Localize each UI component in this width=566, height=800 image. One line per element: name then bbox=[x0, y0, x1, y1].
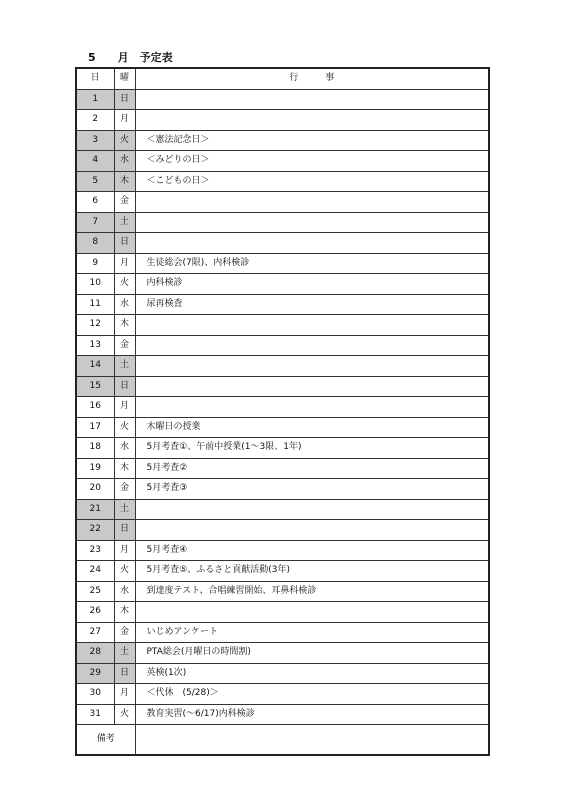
day-cell: 23 bbox=[76, 540, 114, 561]
event-cell: 尿再検査 bbox=[135, 294, 489, 315]
event-cell: 内科検診 bbox=[135, 274, 489, 295]
day-cell: 16 bbox=[76, 397, 114, 418]
notes-row bbox=[76, 725, 489, 756]
day-cell: 18 bbox=[76, 438, 114, 459]
weekday-cell: 火 bbox=[114, 561, 135, 582]
weekday-cell: 月 bbox=[114, 684, 135, 705]
day-cell: 21 bbox=[76, 499, 114, 520]
day-cell: 13 bbox=[76, 335, 114, 356]
weekday-cell: 土 bbox=[114, 356, 135, 377]
event-cell: 教育実習(～6/17)内科検診 bbox=[135, 704, 489, 725]
table-row bbox=[76, 376, 489, 397]
event-cell bbox=[135, 520, 489, 541]
day-cell: 7 bbox=[76, 212, 114, 233]
table-row bbox=[76, 458, 489, 479]
event-cell bbox=[135, 499, 489, 520]
event-cell bbox=[135, 315, 489, 336]
event-cell bbox=[135, 89, 489, 110]
table-row bbox=[76, 171, 489, 192]
table-row bbox=[76, 212, 489, 233]
header-events: 行 事 bbox=[135, 68, 489, 89]
weekday-cell: 木 bbox=[114, 315, 135, 336]
weekday-cell: 日 bbox=[114, 663, 135, 684]
day-cell: 20 bbox=[76, 479, 114, 500]
day-cell: 11 bbox=[76, 294, 114, 315]
header-row bbox=[76, 68, 489, 89]
event-cell: いじめアンケート bbox=[135, 622, 489, 643]
weekday-cell: 金 bbox=[114, 192, 135, 213]
event-cell: 5月考査② bbox=[135, 458, 489, 479]
table-row bbox=[76, 294, 489, 315]
weekday-cell: 火 bbox=[114, 417, 135, 438]
event-cell bbox=[135, 376, 489, 397]
weekday-cell: 木 bbox=[114, 171, 135, 192]
table-row bbox=[76, 110, 489, 131]
day-cell: 14 bbox=[76, 356, 114, 377]
table-row bbox=[76, 253, 489, 274]
table-row bbox=[76, 356, 489, 377]
day-cell: 4 bbox=[76, 151, 114, 172]
weekday-cell: 火 bbox=[114, 274, 135, 295]
notes-value bbox=[135, 725, 489, 756]
day-cell: 24 bbox=[76, 561, 114, 582]
day-cell: 5 bbox=[76, 171, 114, 192]
table-row bbox=[76, 335, 489, 356]
weekday-cell: 日 bbox=[114, 233, 135, 254]
page-title: 5 月 予定表 bbox=[88, 51, 173, 64]
weekday-cell: 木 bbox=[114, 458, 135, 479]
table-row bbox=[76, 438, 489, 459]
day-cell: 31 bbox=[76, 704, 114, 725]
day-cell: 8 bbox=[76, 233, 114, 254]
day-cell: 19 bbox=[76, 458, 114, 479]
day-cell: 30 bbox=[76, 684, 114, 705]
table-row bbox=[76, 479, 489, 500]
day-cell: 3 bbox=[76, 130, 114, 151]
event-cell: 到達度テスト、合唱練習開始、耳鼻科検診 bbox=[135, 581, 489, 602]
weekday-cell: 月 bbox=[114, 110, 135, 131]
table-row bbox=[76, 192, 489, 213]
event-cell: 5月考査④ bbox=[135, 540, 489, 561]
day-cell: 2 bbox=[76, 110, 114, 131]
day-cell: 27 bbox=[76, 622, 114, 643]
weekday-cell: 日 bbox=[114, 520, 135, 541]
weekday-cell: 金 bbox=[114, 622, 135, 643]
header-day: 日 bbox=[76, 68, 114, 89]
weekday-cell: 日 bbox=[114, 376, 135, 397]
event-cell: 生徒総会(7限)、内科検診 bbox=[135, 253, 489, 274]
weekday-cell: 月 bbox=[114, 253, 135, 274]
weekday-cell: 水 bbox=[114, 581, 135, 602]
table-row bbox=[76, 233, 489, 254]
weekday-cell: 火 bbox=[114, 704, 135, 725]
schedule-table bbox=[75, 67, 490, 756]
table-row bbox=[76, 397, 489, 418]
event-cell: PTA総会(月曜日の時間割) bbox=[135, 643, 489, 664]
event-cell: ＜代休 (5/28)＞ bbox=[135, 684, 489, 705]
weekday-cell: 水 bbox=[114, 438, 135, 459]
day-cell: 15 bbox=[76, 376, 114, 397]
event-cell: ＜みどりの日＞ bbox=[135, 151, 489, 172]
event-cell bbox=[135, 192, 489, 213]
day-cell: 1 bbox=[76, 89, 114, 110]
event-cell bbox=[135, 233, 489, 254]
event-cell: 英検(1次) bbox=[135, 663, 489, 684]
weekday-cell: 火 bbox=[114, 130, 135, 151]
table-row bbox=[76, 89, 489, 110]
table-row bbox=[76, 520, 489, 541]
table-row bbox=[76, 622, 489, 643]
weekday-cell: 日 bbox=[114, 89, 135, 110]
event-cell bbox=[135, 356, 489, 377]
table-row bbox=[76, 417, 489, 438]
weekday-cell: 木 bbox=[114, 602, 135, 623]
day-cell: 28 bbox=[76, 643, 114, 664]
day-cell: 25 bbox=[76, 581, 114, 602]
table-row bbox=[76, 704, 489, 725]
day-cell: 22 bbox=[76, 520, 114, 541]
table-row bbox=[76, 130, 489, 151]
day-cell: 9 bbox=[76, 253, 114, 274]
table-row bbox=[76, 684, 489, 705]
weekday-cell: 金 bbox=[114, 335, 135, 356]
weekday-cell: 月 bbox=[114, 397, 135, 418]
event-cell: ＜こどもの日＞ bbox=[135, 171, 489, 192]
weekday-cell: 金 bbox=[114, 479, 135, 500]
table-row bbox=[76, 643, 489, 664]
table-row bbox=[76, 561, 489, 582]
weekday-cell: 土 bbox=[114, 499, 135, 520]
event-cell bbox=[135, 110, 489, 131]
header-dow: 曜 bbox=[114, 68, 135, 89]
notes-label: 備考 bbox=[76, 725, 135, 756]
event-cell: 5月考査③ bbox=[135, 479, 489, 500]
day-cell: 29 bbox=[76, 663, 114, 684]
day-cell: 6 bbox=[76, 192, 114, 213]
day-cell: 10 bbox=[76, 274, 114, 295]
event-cell: 5月考査⑤、ふるさと貢献活動(3年) bbox=[135, 561, 489, 582]
event-cell: 5月考査①、午前中授業(1～3限、1年) bbox=[135, 438, 489, 459]
event-cell bbox=[135, 397, 489, 418]
weekday-cell: 土 bbox=[114, 643, 135, 664]
table-row bbox=[76, 315, 489, 336]
day-cell: 26 bbox=[76, 602, 114, 623]
table-row bbox=[76, 663, 489, 684]
day-cell: 12 bbox=[76, 315, 114, 336]
weekday-cell: 水 bbox=[114, 294, 135, 315]
weekday-cell: 月 bbox=[114, 540, 135, 561]
day-cell: 17 bbox=[76, 417, 114, 438]
table-row bbox=[76, 581, 489, 602]
weekday-cell: 水 bbox=[114, 151, 135, 172]
table-row bbox=[76, 499, 489, 520]
event-cell bbox=[135, 212, 489, 233]
table-row bbox=[76, 540, 489, 561]
event-cell bbox=[135, 602, 489, 623]
event-cell: ＜憲法記念日＞ bbox=[135, 130, 489, 151]
weekday-cell: 土 bbox=[114, 212, 135, 233]
table-row bbox=[76, 151, 489, 172]
table-row bbox=[76, 274, 489, 295]
event-cell bbox=[135, 335, 489, 356]
event-cell: 木曜日の授業 bbox=[135, 417, 489, 438]
table-row bbox=[76, 602, 489, 623]
